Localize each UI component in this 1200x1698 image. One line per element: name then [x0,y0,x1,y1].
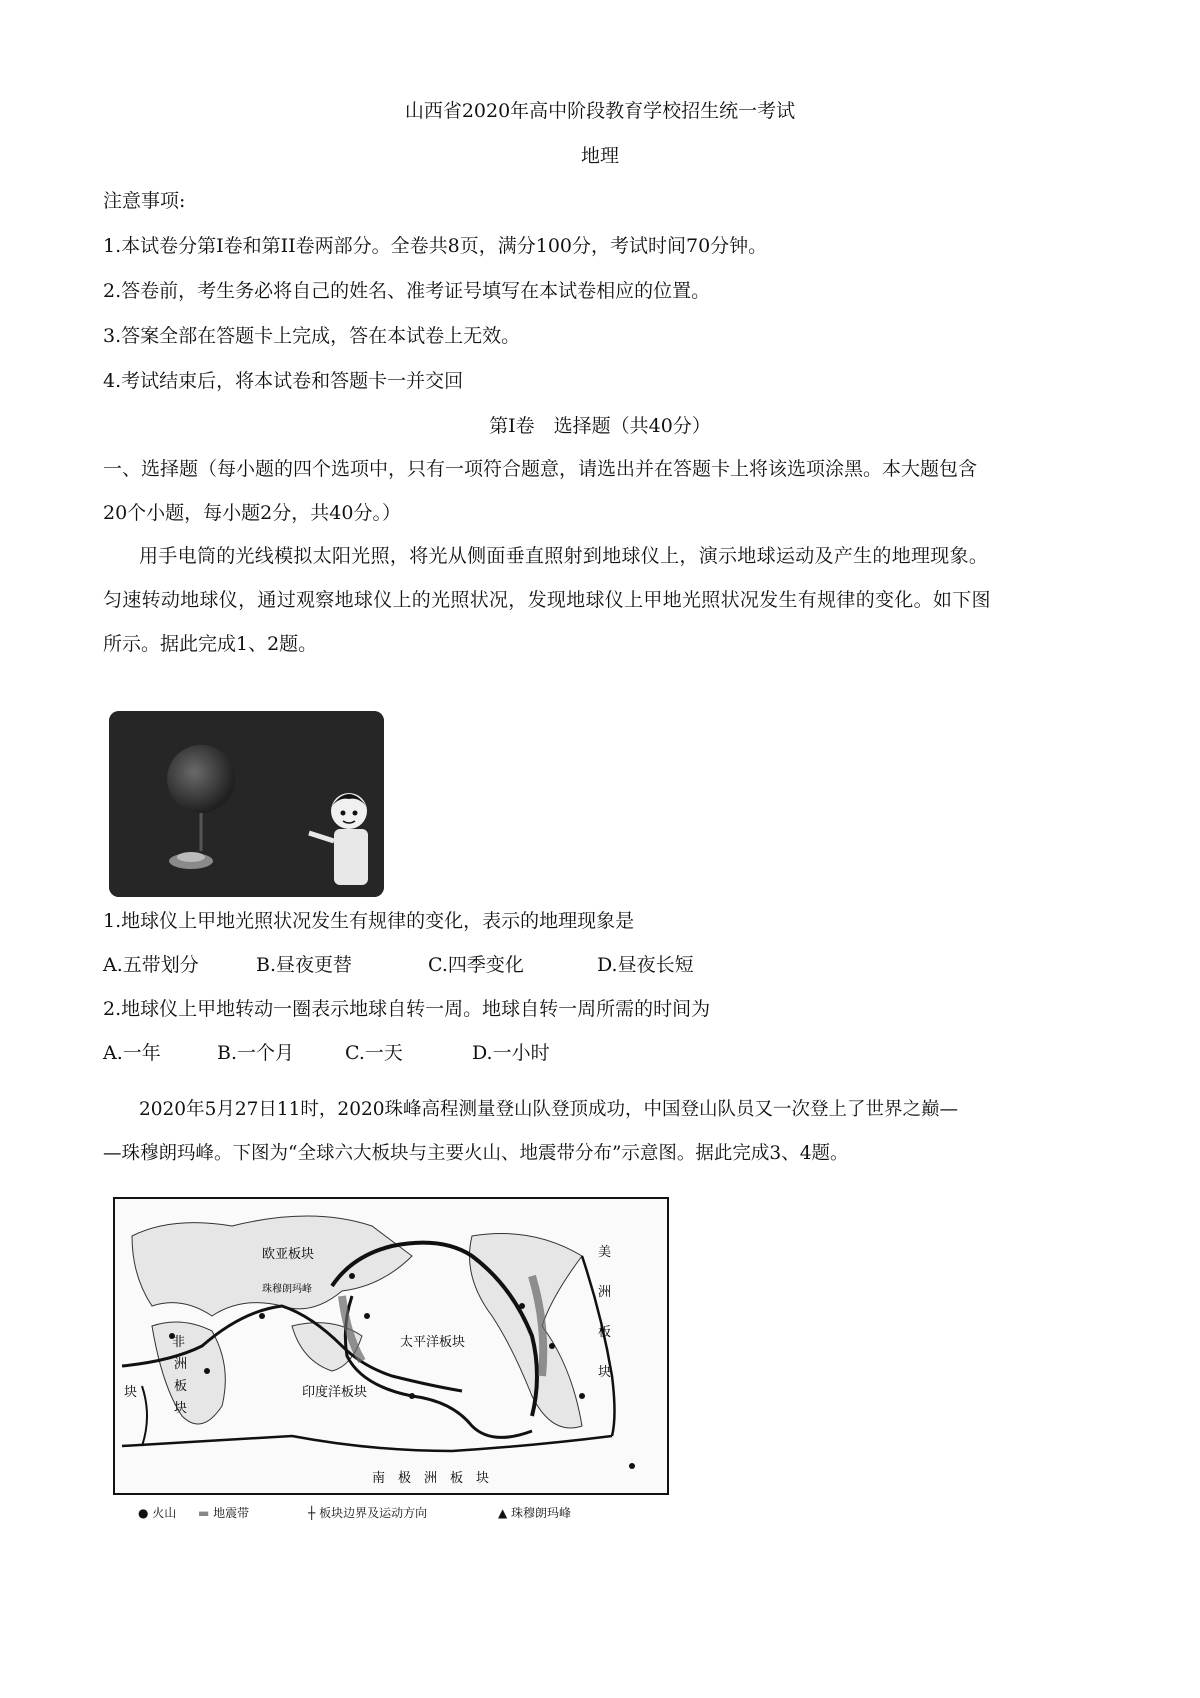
map-label-america: 板 [598,1325,612,1340]
plate-tectonics-map [112,1196,670,1496]
map-label-africa: 块 [174,1401,188,1416]
option-c: C.一天 [345,1042,403,1064]
section-intro: 20个小题，每小题2分，共40分。） [103,502,401,524]
notice-item: 4.考试结束后，将本试卷和答题卡一并交回 [103,370,464,392]
question-1-options [103,952,694,978]
map-label-america: 洲 [598,1285,612,1300]
map-label-eurasia: 欧亚板块 [262,1247,315,1262]
passage-text: 2020年5月27日11时，2020珠峰高程测量登山队登顶成功，中国登山队员又一次登上了世界之巅— [139,1099,959,1120]
globe-demo-illustration [109,711,384,897]
passage-text: 匀速转动地球仪，通过观察地球仪上的光照状况，发现地球仪上甲地光照状况发生有规律的变化。如下图 [103,589,991,611]
notice-item: 3.答案全部在答题卡上完成，答在本试卷上无效。 [103,325,521,347]
passage-text: 所示。据此完成1、2题。 [103,633,318,655]
legend-quake: ▬ 地震带 [198,1506,250,1520]
map-label-everest: 珠穆朗玛峰 [262,1284,312,1295]
question-1-stem: 1.地球仪上甲地光照状况发生有规律的变化，表示的地理现象是 [103,910,635,932]
notice-heading: 注意事项: [103,190,186,212]
option-a: A.五带划分 [103,954,199,976]
question-2-options [103,1040,550,1066]
exam-title: 山西省2020年高中阶段教育学校招生统一考试 [404,100,796,122]
option-a: A.一年 [103,1042,161,1064]
map-label-africa: 洲 [174,1357,188,1372]
option-b: B.昼夜更替 [256,954,353,976]
option-d: D.一小时 [472,1042,550,1064]
map-legend [138,1504,658,1526]
map-label-africa: 非 [172,1335,186,1350]
map-label-pacific: 太平洋板块 [400,1335,466,1350]
legend-peak: ▲ 珠穆朗玛峰 [498,1506,572,1520]
section-intro: 一、选择题（每小题的四个选项中，只有一项符合题意，请选出并在答题卡上将该选项涂黑。本大题包含 [103,458,978,480]
option-d: D.昼夜长短 [597,954,694,976]
map-label-indian-ocean: 印度洋板块 [302,1385,368,1400]
legend-boundary: ┼ 板块边界及运动方向 [308,1506,428,1520]
section-title: 第I卷 选择题（共40分） [489,415,711,437]
notice-item: 1.本试卷分第I卷和第II卷两部分。全卷共8页，满分100分，考试时间70分钟。 [103,235,768,257]
map-label-plate: 块 [124,1385,138,1400]
passage-text: —珠穆朗玛峰。下图为“全球六大板块与主要火山、地震带分布”示意图。据此完成3、4题。 [103,1143,849,1164]
map-label-antarctic: 南 极 洲 板 块 [372,1471,490,1486]
option-c: C.四季变化 [428,954,524,976]
map-label-america: 块 [598,1365,612,1380]
globe-demo-photo [109,711,384,897]
question-2-stem: 2.地球仪上甲地转动一圈表示地球自转一周。地球自转一周所需的时间为 [103,998,711,1020]
notice-item: 2.答卷前，考生务必将自己的姓名、准考证号填写在本试卷相应的位置。 [103,280,711,302]
option-b: B.一个月 [217,1042,295,1064]
map-label-africa: 板 [174,1379,188,1394]
passage-text: 用手电筒的光线模拟太阳光照，将光从侧面垂直照射到地球仪上，演示地球运动及产生的地理现象。 [139,545,989,567]
exam-subject: 地理 [580,145,619,167]
globe-icon [167,745,235,813]
legend-volcano: ● 火山 [138,1506,177,1520]
map-label-america: 美 [598,1245,612,1260]
